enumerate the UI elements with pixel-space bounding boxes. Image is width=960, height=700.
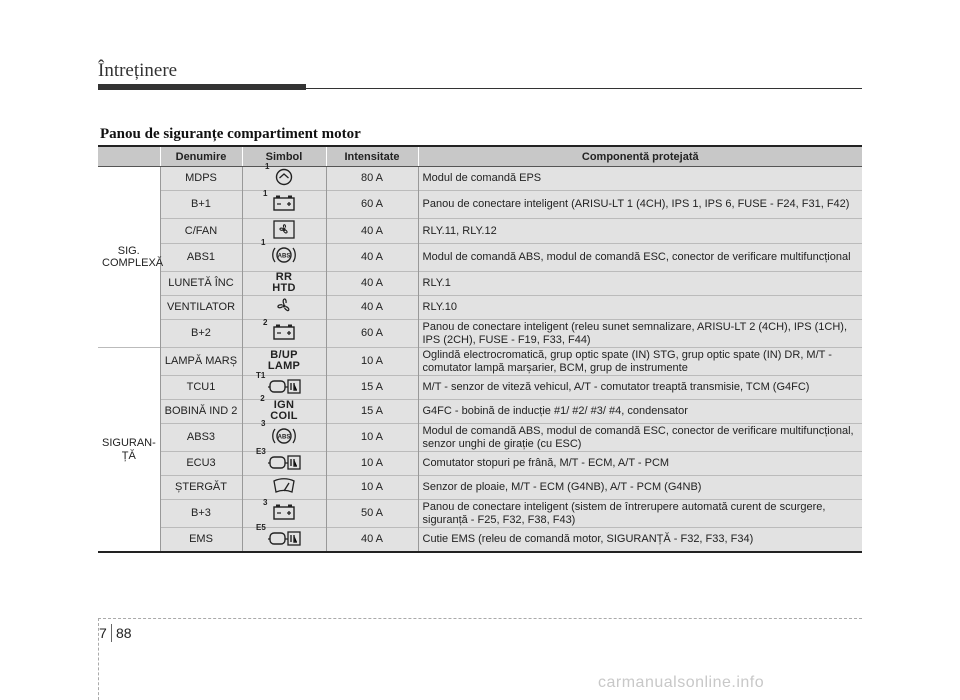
section-title: Panou de siguranțe compartiment motor [100,126,361,142]
page-header-title: Întreținere [98,60,178,81]
fuse-symbol [242,271,326,295]
column-header: Componentă protejată [418,146,862,167]
symbol-index: 3 [261,418,266,428]
fuse-rating: 80 A [326,167,418,191]
column-header: Denumire [160,146,242,167]
fuse-name: C/FAN [160,219,242,244]
fuse-symbol [242,446,326,476]
footer-rule [98,618,862,619]
fuse-symbol [242,219,326,244]
table-row [98,243,862,271]
fuse-description: Cutie EMS (releu de comandă motor, SIGURANȚĂ - F32, F33, F34) [418,528,862,552]
fuse-name: BOBINĂ IND 2 [160,400,242,424]
table-row [98,476,862,500]
table-row [98,271,862,295]
fuse-description: M/T - senzor de viteză vehicul, A/T - comutator treaptă transmisie, TCM (G4FC) [418,376,862,400]
ecu-icon [256,446,302,475]
group-label: SIG. COMPLEXĂ [98,167,160,348]
table-row [98,528,862,552]
ecu-icon [256,370,302,399]
group-label: SIGURAN-ȚĂ [98,348,160,552]
fuse-description: RLY.1 [418,271,862,295]
fuse-description: Modul de comandă ABS, modul de comandă ESC, conector de verificare multifuncțional, senzor unghi de girație (cu ESC) [418,424,862,452]
fuse-name: MDPS [160,167,242,191]
fuse-rating: 10 A [326,424,418,452]
fuse-rating: 40 A [326,219,418,244]
fuse-symbol [242,188,326,219]
fuse-symbol [242,370,326,400]
text-symbol [260,394,298,423]
symbol-index: 1 [263,188,268,198]
header-bar [98,84,306,90]
fuse-name: VENTILATOR [160,295,242,320]
fuse-rating: 60 A [326,191,418,219]
fuse-table [98,145,862,553]
symbol-index: E3 [256,446,266,456]
table-row [98,320,862,348]
table-row [98,348,862,376]
symbol-index: 1 [265,161,270,171]
battery-icon [263,188,295,215]
fuse-name: LUNETĂ ÎNC [160,271,242,295]
fuse-name: ABS1 [160,243,242,271]
watermark: carmanualsonline.info [598,674,765,691]
fuse-description: Modul de comandă EPS [418,167,862,191]
battery-icon [263,497,295,524]
fuse-rating: 10 A [326,476,418,500]
table-row [98,424,862,452]
fuse-name: ECU3 [160,452,242,476]
table-row [98,452,862,476]
cooling-fan-icon [273,219,295,243]
fuse-name: ABS3 [160,424,242,452]
symbol-index: 2 [263,317,268,327]
table-row [98,295,862,320]
fuse-name: B+1 [160,191,242,219]
fuse-symbol [242,394,326,424]
fuse-description: RLY.11, RLY.12 [418,219,862,244]
fuse-name: B+3 [160,500,242,528]
chapter-number: 7 [99,625,107,641]
fuse-name: LAMPĂ MARȘ [160,348,242,376]
table-row [98,219,862,244]
fuse-symbol [242,295,326,320]
header-empty [98,146,160,167]
abs-icon [261,418,297,451]
symbol-text: B/UP LAMP [267,349,301,373]
header-rule [306,88,862,89]
symbol-index: E5 [256,522,266,532]
battery-icon [263,317,295,344]
page-separator [111,624,112,642]
fuse-name: B+2 [160,320,242,348]
fuse-name: ȘTERGĂT [160,476,242,500]
fuse-name: EMS [160,528,242,552]
fuse-description: Comutator stopuri pe frână, M/T - ECM, A/T - PCM [418,452,862,476]
fuse-description: Senzor de ploaie, M/T - ECM (G4NB), A/T - PCM (G4NB) [418,476,862,500]
symbol-text: IGN COIL [270,399,298,423]
abs-icon [261,238,297,270]
fuse-symbol [242,317,326,348]
fuse-description: Panou de conectare inteligent (releu sunet semnalizare, ARISU-LT 2 (4CH), IPS (1CH), IPS (2CH), FUSE - F19, F33, F44) [418,320,862,348]
fuse-symbol [242,476,326,500]
fuse-description: Panou de conectare inteligent (sistem de întrerupere automată curent de scurgere, siguranță - F25, F32, F38, F43) [418,500,862,528]
svg-text:ABS: ABS [277,434,291,441]
symbol-index: T1 [256,370,266,380]
fuse-description: Panou de conectare inteligent (ARISU-LT 1 (4CH), IPS 1, IPS 6, FUSE - F24, F31, F42) [418,191,862,219]
symbol-index: 3 [263,497,268,507]
fuse-rating: 40 A [326,528,418,552]
fuse-description: RLY.10 [418,295,862,320]
fuse-name: TCU1 [160,376,242,400]
fuse-description: Modul de comandă ABS, modul de comandă ESC, conector de verificare multifuncțional [418,243,862,271]
table-row [98,400,862,424]
page-number: 88 [116,625,132,641]
ecu-icon [256,522,302,551]
symbol-index: 2 [260,394,265,404]
symbol-index: 1 [261,238,266,248]
fuse-rating: 50 A [326,500,418,528]
column-header: Simbol [242,146,326,167]
fuse-rating: 15 A [326,376,418,400]
column-header: Intensitate [326,146,418,167]
table-row [98,376,862,400]
fuse-rating: 40 A [326,271,418,295]
fuse-rating: 40 A [326,295,418,320]
table-row [98,500,862,528]
svg-text:ABS: ABS [277,253,291,260]
fuse-description: G4FC - bobină de inducție #1/ #2/ #3/ #4, condensator [418,400,862,424]
fuse-rating: 10 A [326,452,418,476]
fuse-symbol [242,348,326,376]
fuse-symbol [242,161,326,191]
symbol-text: RR HTD [272,270,296,294]
steering-icon [265,161,293,190]
fuse-symbol [242,522,326,552]
fuse-symbol [242,497,326,528]
fuse-rating: 10 A [326,348,418,376]
fuse-rating: 15 A [326,400,418,424]
table-row [98,167,862,191]
fuse-rating: 60 A [326,320,418,348]
fuse-rating: 40 A [326,243,418,271]
table-header-row [98,146,862,167]
wiper-icon [272,477,296,499]
fuse-description: Oglindă electrocromatică, grup optic spate (IN) STG, grup optic spate (IN) DR, M/T - comutator lampă marșarier, BCM, grup de instrumente [418,348,862,376]
text-symbol [272,272,296,295]
text-symbol [268,350,300,373]
fuse-symbol [242,238,326,271]
table-row [98,191,862,219]
blower-icon [273,296,295,320]
fuse-symbol [242,418,326,452]
